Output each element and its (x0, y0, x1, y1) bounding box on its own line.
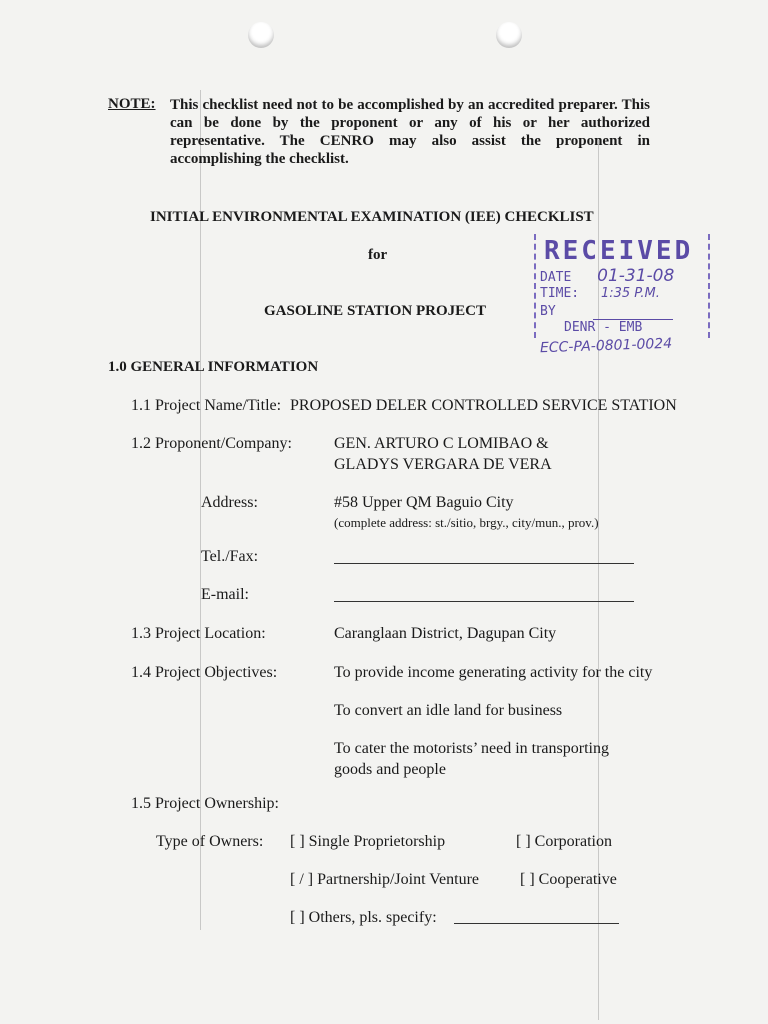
telfax-label: Tel./Fax: (201, 548, 259, 565)
address-hint: (complete address: st./sitio, brgy., city/mun., prov.) (334, 515, 599, 530)
stamp-by-row (540, 304, 673, 320)
stamp-time-value: 1:35 P.M. (600, 286, 660, 301)
stamp-date-value: 01-31-08 (597, 266, 675, 286)
owners-type-label: Type of Owners: (156, 833, 264, 850)
telfax-blank-line (334, 563, 634, 564)
project-name-value: PROPOSED DELER CONTROLLED SERVICE STATION (290, 397, 677, 414)
proponent-label: 1.2 Proponent/Company: (131, 435, 292, 452)
stamp-date-row (540, 266, 674, 286)
stamp-signature (593, 304, 673, 320)
stamp-office: DENR - EMB (564, 320, 643, 335)
objective-2: To convert an idle land for business (334, 702, 563, 719)
stamp-ecc-number: ECC-PA-0801-0024 (539, 335, 673, 357)
stamp-received-text: RECEIVED (544, 236, 694, 266)
option-partnership: [ / ] Partnership/Joint Venture (290, 871, 480, 888)
option-single-proprietorship: [ ] Single Proprietorship (290, 833, 446, 850)
proponent-line1: GEN. ARTURO C LOMIBAO & (334, 435, 549, 452)
ownership-label: 1.5 Project Ownership: (131, 795, 279, 812)
stamp-time-row (540, 286, 660, 301)
location-value: Caranglaan District, Dagupan City (334, 625, 557, 642)
section-heading: 1.0 GENERAL INFORMATION (108, 359, 319, 375)
received-stamp (534, 234, 710, 357)
others-blank-line (454, 923, 619, 924)
punch-hole-left (248, 22, 274, 48)
objectives-label: 1.4 Project Objectives: (131, 664, 278, 681)
title-for: for (368, 247, 388, 263)
stamp-by-label: BY (540, 304, 556, 319)
checklist-title: INITIAL ENVIRONMENTAL EXAMINATION (IEE) CHECKLIST (150, 209, 594, 225)
objective-3-line2: goods and people (334, 761, 446, 778)
project-name-label: 1.1 Project Name/Title: (131, 397, 282, 414)
option-cooperative: [ ] Cooperative (520, 871, 617, 888)
email-label: E-mail: (201, 586, 249, 603)
address-value: #58 Upper QM Baguio City (334, 494, 514, 511)
objective-3-line1: To cater the motorists’ need in transporting (334, 740, 609, 757)
project-type-title: GASOLINE STATION PROJECT (264, 303, 486, 319)
address-label: Address: (201, 494, 258, 511)
option-corporation: [ ] Corporation (516, 833, 612, 850)
punch-hole-right (496, 22, 522, 48)
email-blank-line (334, 601, 634, 602)
note-text: This checklist need not to be accomplished by an accredited preparer. This can be done by the proponent or any of his or her authorized representative. The CENRO may also assist the proponent in accomplishing the checklist. (170, 97, 650, 167)
stamp-date-label: DATE (540, 270, 572, 285)
note-label: NOTE: (108, 96, 156, 112)
option-others: [ ] Others, pls. specify: (290, 909, 437, 926)
location-label: 1.3 Project Location: (131, 625, 266, 642)
stamp-time-label: TIME: (540, 286, 580, 301)
proponent-line2: GLADYS VERGARA DE VERA (334, 456, 552, 473)
objective-1: To provide income generating activity for the city (334, 664, 653, 681)
